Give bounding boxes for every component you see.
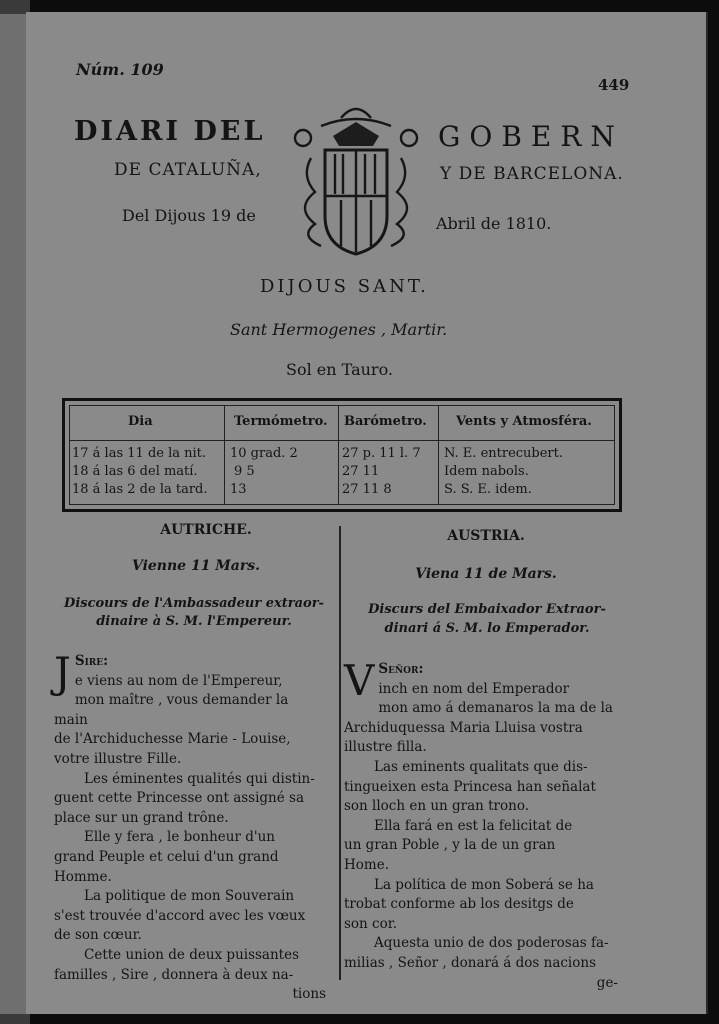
table-cell: 9 5: [234, 464, 255, 479]
drop-cap: J: [54, 648, 71, 697]
text-line: illustre filla.: [344, 739, 427, 756]
article-headline: Discours de l'Ambassadeur extraor-: [64, 596, 324, 611]
column-divider: [339, 526, 341, 980]
drop-cap: V: [344, 656, 375, 705]
table-cell: 27 11 8: [342, 482, 392, 497]
salutation: Sire:: [74, 653, 109, 669]
text-line: familles , Sire , donnera à deux na-: [54, 966, 294, 983]
text-line: milias , Señor , donará á dos nacions: [344, 954, 596, 971]
issue-number: Núm. 109: [76, 60, 164, 79]
table-cell: 18 á las 6 del matí.: [72, 464, 198, 479]
table-header: Barómetro.: [344, 414, 427, 429]
text-line: un gran Poble , y la de un gran: [344, 837, 556, 854]
date-left: Del Dijous 19 de: [122, 206, 256, 225]
page-number: 449: [598, 76, 630, 94]
text-line: inch en nom del Emperador: [378, 680, 570, 697]
text-line: Cette union de deux puissantes: [84, 946, 300, 963]
day-heading: DIJOUS SANT.: [260, 276, 429, 297]
table-header: Termómetro.: [234, 414, 328, 429]
table-cell: 17 á las 11 de la nit.: [72, 446, 207, 461]
masthead-subtitle-left: DE CATALUÑA,: [114, 160, 262, 180]
dateline: Vienne 11 Mars.: [131, 558, 261, 574]
text-line: mon amo á demanaros la ma de la: [378, 700, 613, 717]
french-article-body: [54, 648, 326, 1005]
dateline: Viena 11 de Mars.: [415, 566, 557, 582]
table-cell: 10 grad. 2: [230, 446, 298, 461]
text-line: guent cette Princesse ont assigné sa: [54, 790, 305, 807]
previous-page-edge: [0, 14, 28, 1014]
article-headline: Discurs del Embaixador Extraor-: [368, 602, 606, 617]
masthead-title-right: GOBERN: [438, 120, 624, 153]
text-line: Les éminentes qualités qui distin-: [84, 770, 315, 787]
masthead-subtitle-right: Y DE BARCELONA.: [440, 164, 624, 184]
weather-table: [62, 398, 622, 512]
text-line: Aquesta unio de dos poderosas fa-: [374, 935, 609, 952]
text-line: son cor.: [344, 915, 397, 932]
table-cell: 18 á las 2 de la tard.: [72, 482, 208, 497]
saint-of-day: Sant Hermogenes , Martir.: [230, 320, 448, 339]
text-line: La política de mon Soberá se ha: [374, 876, 594, 893]
text-line: ge-: [596, 974, 618, 991]
text-line: Elle y fera , le bonheur d'un: [84, 829, 275, 846]
sun-sign: Sol en Tauro.: [286, 360, 394, 379]
text-line: son lloch en un gran trono.: [344, 798, 530, 815]
text-line: Las eminents qualitats que dis-: [374, 758, 588, 775]
text-line: e viens au nom de l'Empereur,: [74, 672, 283, 689]
text-line: place sur un grand trône.: [54, 809, 229, 826]
newspaper-page: [26, 12, 708, 1014]
text-line: tingueixen esta Princesa han señalat: [344, 778, 596, 795]
text-line: s'est trouvée d'accord avec les vœux: [54, 907, 306, 924]
text-line: tions: [292, 986, 326, 1003]
table-cell: N. E. entrecubert.: [444, 446, 563, 461]
table-cell: 27 11: [342, 464, 380, 479]
text-line: Archiduquessa Maria Lluisa vostra: [344, 719, 583, 736]
article-headline: dinaire à S. M. l'Empereur.: [96, 614, 292, 629]
date-right: Abril de 1810.: [436, 214, 552, 233]
text-line: mon maître , vous demander la main: [54, 692, 289, 728]
text-line: La politique de mon Souverain: [84, 888, 295, 905]
coat-of-arms-icon: [281, 96, 431, 260]
text-line: de l'Archiduchesse Marie - Louise,: [54, 731, 291, 748]
text-line: Ella fará en est la felicitat de: [374, 817, 573, 834]
table-cell: Idem nabols.: [444, 464, 529, 479]
table-cell: 27 p. 11 l. 7: [342, 446, 421, 461]
table-header: Vents y Atmosféra.: [456, 414, 592, 429]
country-heading: AUTRICHE.: [160, 522, 252, 538]
country-heading: AUSTRIA.: [447, 528, 525, 544]
text-line: Homme.: [54, 868, 112, 885]
table-header: Dia: [128, 414, 153, 429]
salutation: Señor:: [378, 661, 424, 677]
text-line: Home.: [344, 856, 389, 873]
table-cell: 13: [230, 482, 247, 497]
masthead-title-left: DIARI DEL: [74, 116, 266, 147]
text-line: votre illustre Fille.: [54, 750, 182, 767]
catalan-article-body: [344, 656, 618, 993]
text-line: trobat conforme ab los desitgs de: [344, 896, 574, 913]
article-headline: dinari á S. M. lo Emperador.: [384, 621, 590, 636]
text-line: grand Peuple et celui d'un grand: [54, 848, 279, 865]
table-cell: S. S. E. idem.: [444, 482, 532, 497]
text-line: de son cœur.: [54, 927, 142, 944]
